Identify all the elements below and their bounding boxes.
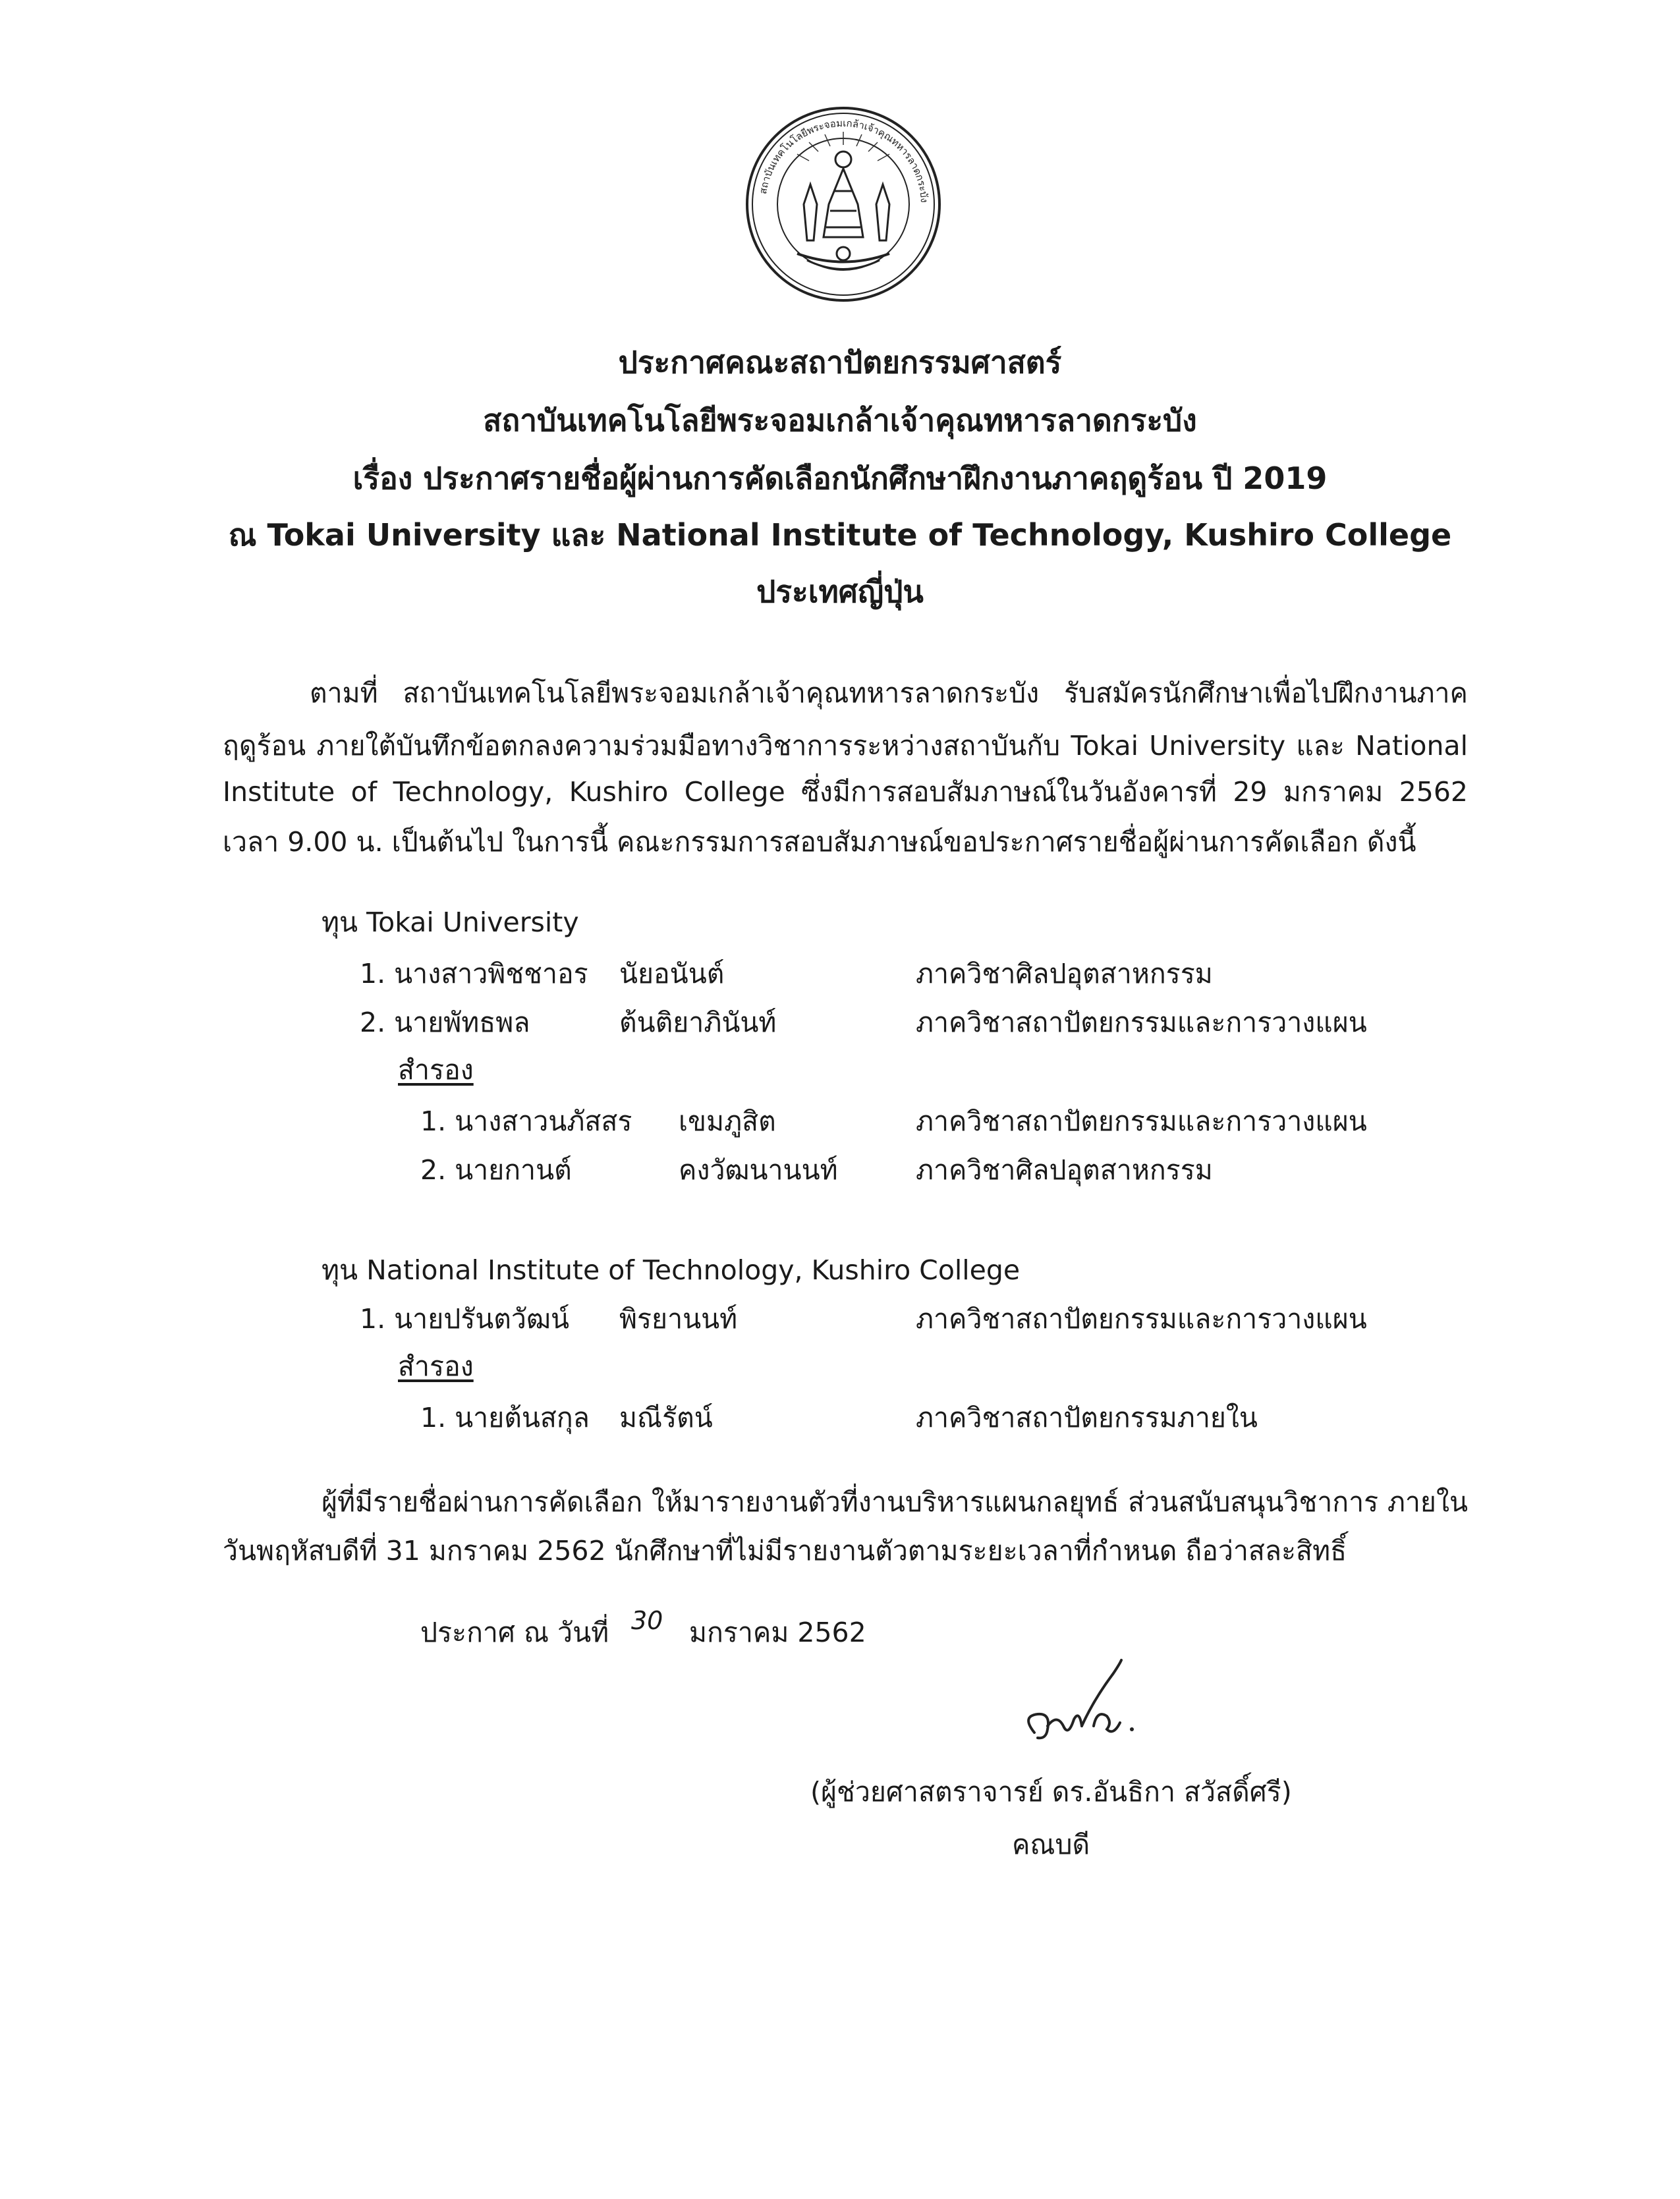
kushiro-heading: ทุน National Institute of Technology, Kushiro College <box>322 1254 1021 1286</box>
signatory-title: คณบดี <box>1012 1829 1090 1860</box>
report-line-1: ผู้ที่มีรายชื่อผ่านการคัดเลือก ให้มารายงานตัวที่งานบริหารแผนกลยุทธ์ ส่วนสนับสนุนวิชาการ ภายใน <box>322 1486 1468 1518</box>
list-item: ภาควิชาสถาปัตยกรรมและการวางแผน <box>916 1303 1367 1335</box>
tokai-heading: ทุน Tokai University <box>322 906 579 938</box>
announce-day: 30 <box>631 1606 663 1635</box>
list-item: ภาควิชาศิลปอุตสาหกรรม <box>916 1154 1213 1186</box>
report-line-2: วันพฤหัสบดีที่ 31 มกราคม 2562 นักศึกษาที่ไม่มีรายงานตัวตามระยะเวลาที่กำหนด ถือว่าสละสิทธิ์ <box>223 1535 1347 1567</box>
list-item: 1. นายปรันตวัฒน์ <box>360 1303 570 1335</box>
announcement-title: ประกาศคณะสถาปัตยกรรมศาสตร์ <box>618 345 1062 380</box>
signature-icon <box>1008 1654 1206 1772</box>
list-item: 1. นายต้นสกุล <box>420 1402 590 1434</box>
country-line: ประเทศญี่ปุ่น <box>756 574 924 609</box>
announce-prefix: ประกาศ ณ วันที่ <box>420 1617 609 1648</box>
list-item: มณีรัตน์ <box>619 1402 713 1434</box>
intro-line-4: เวลา 9.00 น. เป็นต้นไป ในการนี้ คณะกรรมการสอบสัมภาษณ์ขอประกาศรายชื่อผู้ผ่านการคัดเลือก ดังนี้ <box>223 826 1416 858</box>
signatory-name: (ผู้ช่วยศาสตราจารย์ ดร.อันธิกา สวัสดิ์ศรี) <box>810 1776 1292 1808</box>
list-item: พิรยานนท์ <box>619 1303 738 1335</box>
announce-month-year: มกราคม 2562 <box>689 1617 866 1648</box>
list-item: คงวัฒนานนท์ <box>679 1154 838 1186</box>
intro-line-1: ตามที่ สถาบันเทคโนโลยีพระจอมเกล้าเจ้าคุณทหารลาดกระบัง รับสมัครนักศึกษาเพื่อไปฝึกงานภาค <box>310 677 1468 709</box>
list-item: ภาควิชาสถาปัตยกรรมภายใน <box>916 1402 1258 1434</box>
institution-name: สถาบันเทคโนโลยีพระจอมเกล้าเจ้าคุณทหารลาดกระบัง <box>483 403 1197 438</box>
tokai-reserve-label: สำรอง <box>398 1054 474 1086</box>
list-item: 1. นางสาวพิชชาอร <box>360 958 588 989</box>
list-item: 2. นายกานต์ <box>420 1154 572 1186</box>
list-item: ภาควิชาสถาปัตยกรรมและการวางแผน <box>916 1105 1367 1137</box>
list-item: นัยอนันต์ <box>619 958 725 989</box>
list-item: 2. นายพัทธพล <box>360 1007 530 1038</box>
list-item: เขมภูสิต <box>679 1105 776 1137</box>
subject-line: เรื่อง ประกาศรายชื่อผู้ผ่านการคัดเลือกนักศึกษาฝึกงานภาคฤดูร้อน ปี 2019 <box>352 460 1328 496</box>
university-seal-icon <box>744 105 942 303</box>
kushiro-reserve-label: สำรอง <box>398 1350 474 1382</box>
intro-line-2: ฤดูร้อน ภายใต้บันทึกข้อตกลงความร่วมมือทางวิชาการระหว่างสถาบันกับ Tokai University และ National <box>223 730 1468 762</box>
list-item: ต้นติยาภินันท์ <box>619 1007 777 1038</box>
list-item: ภาควิชาสถาปัตยกรรมและการวางแผน <box>916 1007 1367 1038</box>
venue-line: ณ Tokai University และ National Institute of Technology, Kushiro College <box>228 517 1452 553</box>
list-item: 1. นางสาวนภัสสร <box>420 1105 632 1137</box>
intro-line-3: Institute of Technology, Kushiro College ซึ่งมีการสอบสัมภาษณ์ในวันอังคารที่ 29 มกราคม 2562 <box>223 776 1468 808</box>
seal-ring-text: สถาบันเทคโนโลยีพระจอมเกล้าเจ้าคุณทหารลาดกระบัง <box>757 117 931 204</box>
list-item: ภาควิชาศิลปอุตสาหกรรม <box>916 958 1213 989</box>
